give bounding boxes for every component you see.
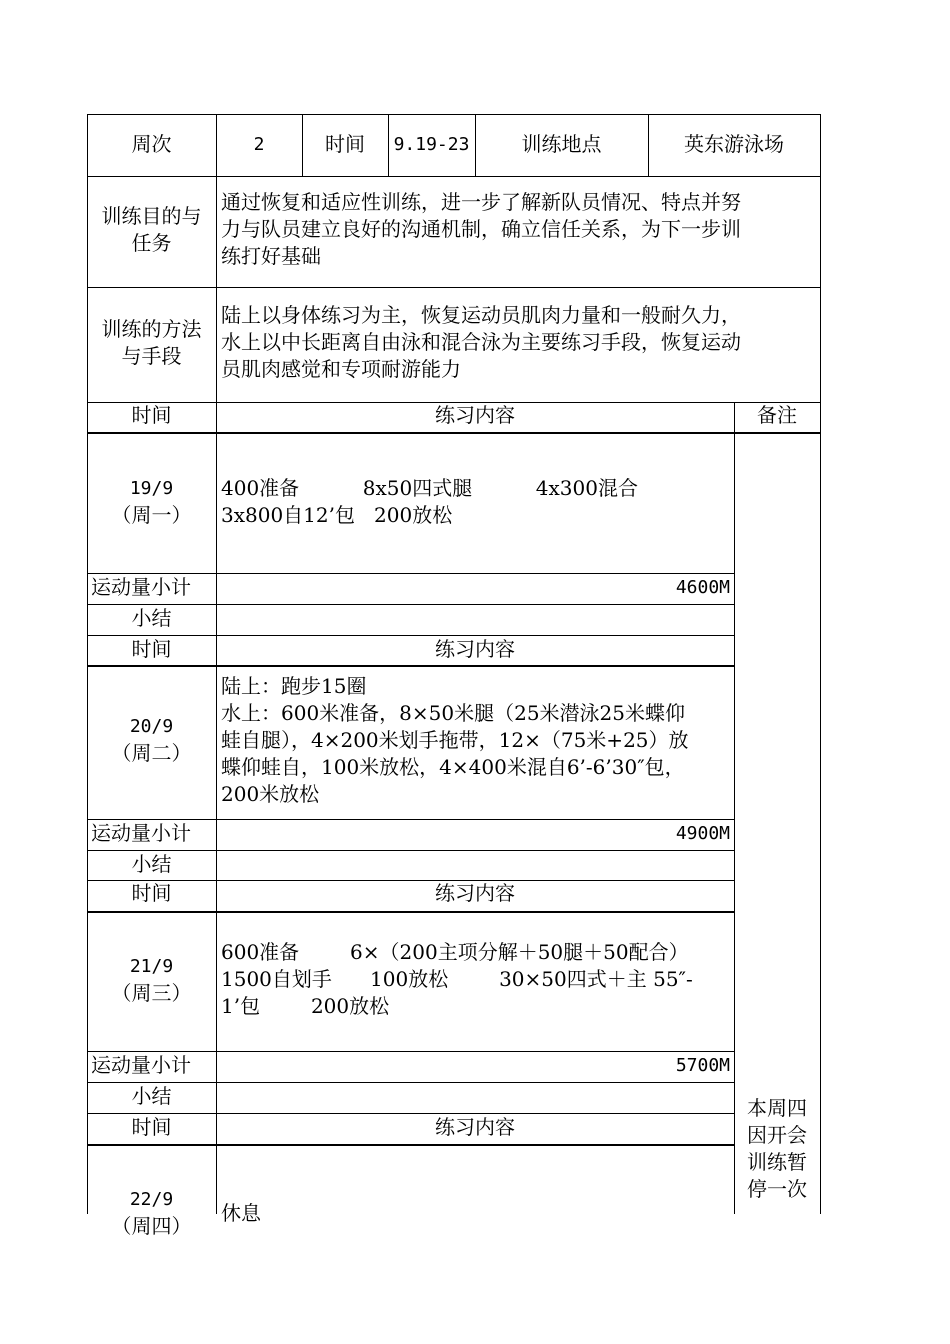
day-weekday: （周二） (111, 741, 192, 765)
column-header-time: 时间 (131, 637, 172, 661)
day-content (221, 1200, 261, 1227)
grid-line (820, 114, 821, 1214)
grid-line (87, 114, 821, 115)
content-line: 600准备 6×（200主项分解＋50腿＋50配合） (221, 940, 689, 964)
day-date: 20/9 (129, 716, 174, 737)
day-date: 21/9 (129, 956, 174, 977)
remark-line: 因开会 (747, 1123, 807, 1147)
time-value: 9.19-23 (393, 134, 470, 155)
day-date: 22/9 (129, 1189, 174, 1210)
remark-line: 训练暂 (747, 1150, 807, 1174)
summary-label: 小结 (131, 852, 172, 876)
remark-text (734, 1095, 820, 1203)
remark-line: 停一次 (747, 1177, 807, 1201)
day-content (221, 475, 638, 529)
column-header-content: 练习内容 (435, 881, 515, 905)
day-content (221, 939, 693, 1020)
column-header-content: 练习内容 (435, 403, 515, 427)
grid-line (87, 665, 734, 667)
day-date-cell (87, 475, 216, 529)
volume-value: 5700M (675, 1055, 730, 1076)
column-header-content: 练习内容 (435, 1115, 515, 1139)
day-weekday: （周四） (111, 1214, 192, 1238)
day-content (221, 673, 689, 808)
content-line: 蛙自腿），4×200米划手拖带，12×（75米+25）放 (221, 728, 689, 752)
method-label (87, 316, 216, 370)
grid-line (87, 432, 821, 434)
day-weekday: （周一） (111, 503, 192, 527)
column-header-time: 时间 (131, 881, 172, 905)
content-line: 蝶仰蛙自，100米放松，4×400米混自6’-6’30″包， (221, 755, 685, 779)
goal-text-line: 练打好基础 (221, 244, 321, 268)
content-line: 200米放松 (221, 782, 320, 806)
column-header-time: 时间 (131, 1115, 172, 1139)
week-label: 周次 (131, 132, 172, 156)
content-line: 400准备 8x50四式腿 4x300混合 (221, 476, 638, 500)
method-text-line: 员肌肉感觉和专项耐游能力 (221, 357, 461, 381)
column-header-time: 时间 (131, 403, 172, 427)
content-line: 水上：600米准备，8×50米腿（25米潜泳25米蝶仰 (221, 701, 686, 725)
method-text (221, 302, 741, 383)
content-line: 休息 (221, 1201, 261, 1225)
volume-value: 4900M (675, 823, 730, 844)
content-line: 1’包 200放松 (221, 994, 390, 1018)
volume-value: 4600M (675, 577, 730, 598)
method-label-line: 与手段 (121, 344, 182, 368)
content-line: 陆上：跑步15圈 (221, 674, 367, 698)
grid-line (87, 911, 734, 913)
remark-line: 本周四 (747, 1096, 807, 1120)
day-date-cell (87, 713, 216, 767)
volume-label: 运动量小计 (91, 1053, 191, 1077)
goal-label (87, 203, 216, 257)
place-label: 训练地点 (521, 132, 602, 156)
method-text-line: 陆上以身体练习为主，恢复运动员肌肉力量和一般耐久力， (221, 303, 741, 327)
grid-line (87, 1144, 734, 1146)
summary-label: 小结 (131, 606, 172, 630)
summary-label: 小结 (131, 1084, 172, 1108)
time-label: 时间 (325, 132, 365, 156)
method-label-line: 训练的方法 (101, 317, 202, 341)
grid-line (734, 402, 735, 1214)
column-header-remark: 备注 (757, 403, 797, 427)
day-date-cell (87, 1186, 216, 1240)
day-weekday: （周三） (111, 981, 192, 1005)
content-line: 3x800自12’包 200放松 (221, 503, 453, 527)
goal-label-line: 任务 (131, 231, 172, 255)
method-text-line: 水上以中长距离自由泳和混合泳为主要练习手段，恢复运动 (221, 330, 741, 354)
goal-label-line: 训练目的与 (101, 204, 202, 228)
volume-label: 运动量小计 (91, 821, 191, 845)
content-line: 1500自划手 100放松 30×50四式＋主 55″- (221, 967, 693, 991)
day-date-cell (87, 953, 216, 1007)
column-header-content: 练习内容 (435, 637, 515, 661)
grid-line (87, 114, 88, 1214)
goal-text-line: 通过恢复和适应性训练，进一步了解新队员情况、特点并努 (221, 190, 741, 214)
place-value: 英东游泳场 (684, 132, 784, 156)
grid-line (216, 114, 217, 1214)
grid-line (87, 287, 821, 288)
goal-text-line: 力与队员建立良好的沟通机制，确立信任关系，为下一步训 (221, 217, 741, 241)
grid-line (87, 176, 821, 177)
week-value: 2 (253, 134, 265, 155)
goal-text (221, 189, 741, 270)
volume-label: 运动量小计 (91, 575, 191, 599)
day-date: 19/9 (129, 478, 174, 499)
